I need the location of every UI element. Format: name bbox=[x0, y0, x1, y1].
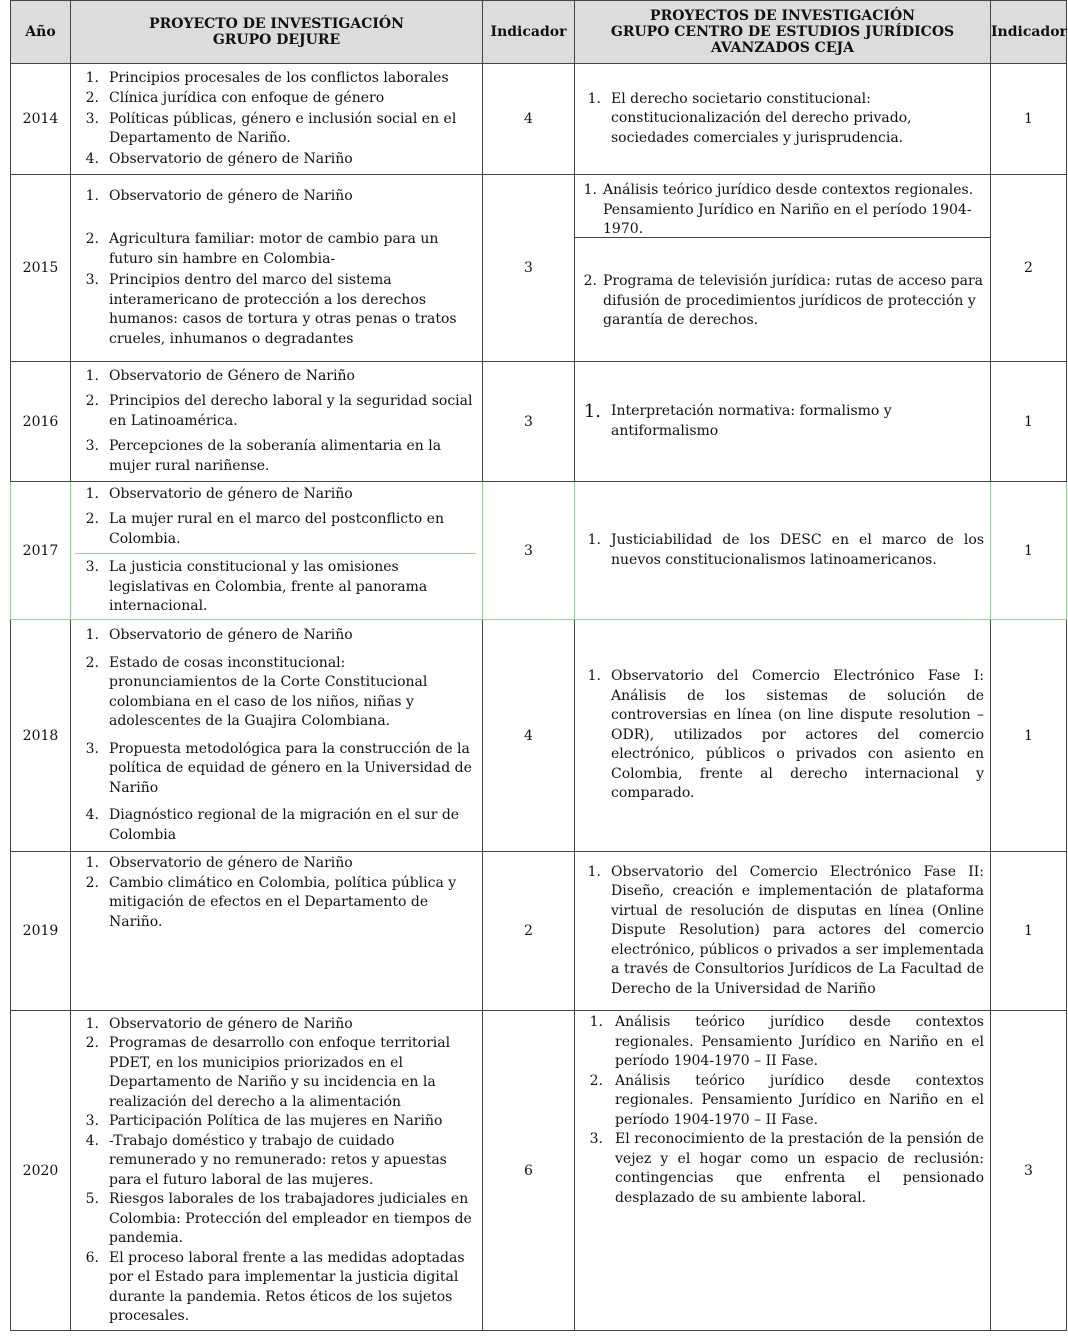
list-item: 2. Principios del derecho laboral y la seguridad social en Latinoamérica. bbox=[75, 392, 476, 431]
list-item: 4. Observatorio de género de Nariño bbox=[75, 150, 476, 170]
list-item: 1. Observatorio de género de Nariño bbox=[75, 854, 476, 874]
list-item: 2. Agricultura familiar: motor de cambio para un futuro sin hambre en Colombia- bbox=[75, 230, 476, 269]
year-cell: 2020 bbox=[11, 1011, 71, 1331]
year-cell: 2015 bbox=[11, 175, 71, 362]
ceja-projects-cell bbox=[575, 852, 991, 1011]
project-title: Observatorio de género de Nariño bbox=[109, 187, 353, 204]
dejure-project-list bbox=[75, 854, 476, 932]
header-anio: Año bbox=[11, 1, 71, 64]
project-title: Observatorio de género de Nariño bbox=[109, 1015, 353, 1032]
ceja-projects-cell bbox=[575, 620, 991, 852]
ceja-project-list bbox=[579, 863, 984, 1000]
list-item: 1. Justiciabilidad de los DESC en el marco de los nuevos constitucionalismos latinoamericanos. bbox=[579, 531, 984, 570]
ceja-project-list bbox=[579, 181, 984, 240]
list-item: 1. Observatorio de género de Nariño bbox=[75, 626, 476, 646]
list-item: 1. Análisis teórico jurídico desde contextos regionales. Pensamiento Jurídico en Nariño en el período 1904-1970. bbox=[579, 181, 984, 240]
indicador-dejure-cell: 3 bbox=[483, 175, 575, 362]
header-indicador-dejure: Indicador bbox=[483, 1, 575, 64]
indicador-ceja-cell: 2 bbox=[991, 175, 1067, 362]
list-item: 1. Observatorio de género de Nariño bbox=[75, 187, 476, 207]
project-title: Observatorio de género de Nariño bbox=[109, 855, 353, 871]
list-item: 2. Programa de televisión jurídica: rutas de acceso para difusión de procedimientos jurídicos de protección y garantía de derechos. bbox=[579, 272, 984, 331]
list-item: 1. Observatorio del Comercio Electrónico Fase II: Diseño, creación e implementación de plataforma virtual de resolución de disputas en línea (Online Dispute Resolution) para actores del comercio electrónico, públicos o privados a ser implementada a través de Consultorios Jurídicos de La Facultad de Derecho de la Universidad de Nariño bbox=[579, 863, 984, 1000]
list-item: 3. El reconocimiento de la prestación de la pensión de vejez y el hogar como un espacio de reclusión: contingencias que enfrenta el pensionado desplazado de su ambiente laboral. bbox=[579, 1130, 984, 1208]
research-projects-table bbox=[10, 0, 1067, 1331]
project-title: La mujer rural en el marco del postconflicto en Colombia. bbox=[109, 511, 444, 547]
table-row bbox=[11, 64, 1067, 175]
project-title: Diagnóstico regional de la migración en el sur de Colombia bbox=[109, 807, 460, 843]
project-title: Percepciones de la soberanía alimentaria en la mujer rural nariñense. bbox=[109, 438, 442, 474]
indicador-ceja-cell: 1 bbox=[991, 482, 1067, 620]
table-row bbox=[11, 1011, 1067, 1331]
indicador-ceja-cell: 3 bbox=[991, 1011, 1067, 1331]
ceja-subcell bbox=[575, 237, 990, 357]
project-title: Principios del derecho laboral y la seguridad social en Latinoamérica. bbox=[109, 393, 473, 429]
divider bbox=[75, 553, 476, 617]
list-item: 1. El derecho societario constitucional: constitucionalización del derecho privado, sociedades comerciales y jurisprudencia. bbox=[579, 90, 984, 149]
list-item: 4. -Trabajo doméstico y trabajo de cuidado remunerado y no remunerado: retos y apuestas para el futuro laboral de las mujeres. bbox=[75, 1132, 476, 1191]
indicador-dejure-cell: 3 bbox=[483, 482, 575, 620]
indicador-ceja-cell: 1 bbox=[991, 64, 1067, 175]
header-ceja-line3: AVANZADOS CEJA bbox=[711, 40, 854, 56]
header-ceja-line1: PROYECTOS DE INVESTIGACIÓN bbox=[650, 8, 915, 24]
list-item: 3. Políticas públicas, género e inclusión social en el Departamento de Nariño. bbox=[75, 110, 476, 149]
header-indicador-ceja: Indicador bbox=[991, 1, 1067, 64]
list-item: 1. Interpretación normativa: formalismo y antiformalismo bbox=[579, 402, 984, 441]
dejure-projects-cell bbox=[71, 620, 483, 852]
ceja-subcell bbox=[575, 179, 990, 237]
project-title: Cambio climático en Colombia, política pública y mitigación de efectos en el Departamento de Nariño. bbox=[109, 874, 457, 930]
indicador-ceja-cell: 1 bbox=[991, 852, 1067, 1011]
ceja-project-list bbox=[579, 90, 984, 149]
year-cell: 2016 bbox=[11, 362, 71, 482]
dejure-project-list bbox=[75, 558, 476, 617]
ceja-projects-cell bbox=[575, 64, 991, 175]
dejure-projects-cell bbox=[71, 852, 483, 1011]
list-item: 2. Clínica jurídica con enfoque de género bbox=[75, 89, 476, 109]
dejure-project-list bbox=[75, 626, 476, 845]
header-row bbox=[11, 1, 1067, 64]
project-title: Observatorio del Comercio Electrónico Fase II: Diseño, creación e implementación de plataforma virtual de resolución de disputas en línea (Online Dispute Resolution) para actores del comercio electrónico, públicos o privados a ser implementada a través de Consultorios Jurídicos de La Facultad de Derecho de la Universidad de Nariño bbox=[611, 863, 984, 997]
list-item: 1. Análisis teórico jurídico desde contextos regionales. Pensamiento Jurídico en Nariño en el período 1904-1970 – II Fase. bbox=[579, 1013, 984, 1072]
dejure-projects-cell bbox=[71, 362, 483, 482]
ceja-projects-cell bbox=[575, 1011, 991, 1331]
project-title: Riesgos laborales de los trabajadores judiciales en Colombia: Protección del empleador en tiempos de pandemia. bbox=[109, 1191, 472, 1246]
project-title: Principios dentro del marco del sistema interamericano de protección a los derechos humanos: casos de tortura y otras penas o tratos crueles, inhumanos o degradantes bbox=[109, 272, 457, 347]
project-title: Agricultura familiar: motor de cambio para un futuro sin hambre en Colombia- bbox=[109, 231, 439, 267]
table-row bbox=[11, 482, 1067, 620]
header-ceja-line2: GRUPO CENTRO DE ESTUDIOS JURÍDICOS bbox=[610, 24, 955, 40]
ceja-project-list bbox=[579, 531, 984, 570]
project-title: Programa de televisión jurídica: rutas de acceso para difusión de procedimientos jurídicos de protección y garantía de derechos. bbox=[603, 273, 983, 328]
year-cell: 2017 bbox=[11, 482, 71, 620]
ceja-projects-cell bbox=[575, 175, 991, 362]
table-row bbox=[11, 362, 1067, 482]
project-title: Análisis teórico jurídico desde contextos regionales. Pensamiento Jurídico en Nariño en el período 1904-1970 – II Fase. bbox=[615, 1014, 984, 1069]
dejure-project-list bbox=[75, 69, 476, 170]
list-item: 2. Cambio climático en Colombia, política pública y mitigación de efectos en el Departamento de Nariño. bbox=[75, 874, 476, 933]
dejure-project-list bbox=[75, 485, 476, 550]
project-title: Participación Política de las mujeres en Nariño bbox=[109, 1113, 443, 1129]
project-title: Observatorio de género de Nariño bbox=[109, 627, 353, 643]
project-title: Observatorio del Comercio Electrónico Fase I: Análisis de los sistemas de solución de controversias en línea (on line dispute resolution – ODR), utilizados por actores del comercio electrónico, públicos o privados con asiento en Colombia, frente al derecho internacional y comparado. bbox=[611, 668, 984, 802]
project-title: Observatorio de Género de Nariño bbox=[109, 367, 355, 384]
list-item: 4. Diagnóstico regional de la migración en el sur de Colombia bbox=[75, 806, 476, 845]
project-title: Interpretación normativa: formalismo y antiformalismo bbox=[611, 403, 892, 439]
header-dejure bbox=[71, 1, 483, 64]
project-title: Principios procesales de los conflictos laborales bbox=[109, 69, 449, 86]
list-item: 1. Observatorio de género de Nariño bbox=[75, 1015, 476, 1035]
project-title: -Trabajo doméstico y trabajo de cuidado remunerado y no remunerado: retos y apuestas para el futuro laboral de las mujeres. bbox=[109, 1132, 447, 1188]
list-item: 1. Observatorio de Género de Nariño bbox=[75, 367, 476, 387]
ceja-projects-cell bbox=[575, 362, 991, 482]
list-item: 1. Principios procesales de los conflictos laborales bbox=[75, 69, 476, 89]
dejure-projects-cell bbox=[71, 64, 483, 175]
project-title: Observatorio de género de Nariño bbox=[109, 485, 353, 502]
indicador-dejure-cell: 3 bbox=[483, 362, 575, 482]
project-title: Propuesta metodológica para la construcción de la política de equidad de género en la Universidad de Nariño bbox=[109, 740, 472, 796]
project-title: Justiciabilidad de los DESC en el marco de los nuevos constitucionalismos latinoamericanos. bbox=[611, 532, 984, 568]
ceja-project-list bbox=[579, 272, 984, 331]
list-item: 5. Riesgos laborales de los trabajadores judiciales en Colombia: Protección del empleador en tiempos de pandemia. bbox=[75, 1190, 476, 1249]
dejure-project-list bbox=[75, 1015, 476, 1327]
ceja-project-list bbox=[579, 402, 984, 441]
dejure-project-list bbox=[75, 367, 476, 477]
dejure-projects-cell bbox=[71, 1011, 483, 1331]
list-item: 2. Estado de cosas inconstitucional: pronunciamientos de la Corte Constitucional colombiana en el caso de los niños, niñas y adolescentes de la Guajira Colombiana. bbox=[75, 654, 476, 732]
list-item: 3. Propuesta metodológica para la construcción de la política de equidad de género en la Universidad de Nariño bbox=[75, 740, 476, 799]
list-item: 2. Análisis teórico jurídico desde contextos regionales. Pensamiento Jurídico en Nariño en el período 1904-1970 – II Fase. bbox=[579, 1072, 984, 1131]
ceja-project-list bbox=[579, 1013, 984, 1208]
list-item: 3. Principios dentro del marco del sistema interamericano de protección a los derechos humanos: casos de tortura y otras penas o tratos crueles, inhumanos o degradantes bbox=[75, 271, 476, 349]
header-ceja bbox=[575, 1, 991, 64]
header-dejure-line1: PROYECTO DE INVESTIGACIÓN bbox=[149, 16, 404, 32]
project-title: Programas de desarrollo con enfoque territorial PDET, en los municipios priorizados en el Departamento de Nariño y su incidencia en la realización del derecho a la alimentación bbox=[109, 1035, 451, 1110]
project-title: Análisis teórico jurídico desde contextos regionales. Pensamiento Jurídico en Nariño en el período 1904-1970 – II Fase. bbox=[615, 1072, 984, 1128]
indicador-ceja-cell: 1 bbox=[991, 362, 1067, 482]
indicador-ceja-cell: 1 bbox=[991, 620, 1067, 852]
dejure-projects-cell bbox=[71, 175, 483, 362]
table-row bbox=[11, 175, 1067, 362]
list-item: 2. La mujer rural en el marco del postconflicto en Colombia. bbox=[75, 510, 476, 549]
indicador-dejure-cell: 4 bbox=[483, 620, 575, 852]
year-cell: 2018 bbox=[11, 620, 71, 852]
project-title: El derecho societario constitucional: constitucionalización del derecho privado, sociedades comerciales y jurisprudencia. bbox=[611, 90, 912, 146]
list-item: 3. Participación Política de las mujeres en Nariño bbox=[75, 1112, 476, 1132]
project-title: Políticas públicas, género e inclusión social en el Departamento de Nariño. bbox=[109, 110, 457, 147]
ceja-projects-cell bbox=[575, 482, 991, 620]
list-item: 6. El proceso laboral frente a las medidas adoptadas por el Estado para implementar la justicia digital durante la pandemia. Retos éticos de los sujetos procesales. bbox=[75, 1249, 476, 1327]
indicador-dejure-cell: 6 bbox=[483, 1011, 575, 1331]
year-cell: 2014 bbox=[11, 64, 71, 175]
project-title: Clínica jurídica con enfoque de género bbox=[109, 90, 385, 107]
list-item: 3. Percepciones de la soberanía alimentaria en la mujer rural nariñense. bbox=[75, 437, 476, 476]
table-row bbox=[11, 620, 1067, 852]
project-title: Observatorio de género de Nariño bbox=[109, 150, 353, 167]
list-item: 1. Observatorio de género de Nariño bbox=[75, 485, 476, 505]
ceja-project-list bbox=[579, 667, 984, 804]
project-title: La justicia constitucional y las omisiones legislativas en Colombia, frente al panorama internacional. bbox=[109, 559, 428, 614]
project-title: El reconocimiento de la prestación de la pensión de vejez y el hogar como un espacio de reclusión: contingencias que enfrenta el pensionado desplazado de su ambiente laboral. bbox=[615, 1131, 984, 1206]
header-dejure-line2: GRUPO DEJURE bbox=[212, 32, 341, 48]
project-title: El proceso laboral frente a las medidas adoptadas por el Estado para implementar la justicia digital durante la pandemia. Retos éticos de los sujetos procesales. bbox=[109, 1249, 465, 1324]
list-item: 3. La justicia constitucional y las omisiones legislativas en Colombia, frente al panorama internacional. bbox=[75, 558, 476, 617]
dejure-projects-cell bbox=[71, 482, 483, 620]
dejure-project-list bbox=[75, 187, 476, 350]
year-cell: 2019 bbox=[11, 852, 71, 1011]
indicador-dejure-cell: 2 bbox=[483, 852, 575, 1011]
list-item: 2. Programas de desarrollo con enfoque territorial PDET, en los municipios priorizados en el Departamento de Nariño y su incidencia en la realización del derecho a la alimentación bbox=[75, 1034, 476, 1112]
table-row bbox=[11, 852, 1067, 1011]
indicador-dejure-cell: 4 bbox=[483, 64, 575, 175]
project-title: Estado de cosas inconstitucional: pronunciamientos de la Corte Constitucional colombiana en el caso de los niños, niñas y adolescentes de la Guajira Colombiana. bbox=[109, 654, 428, 729]
list-item: 1. Observatorio del Comercio Electrónico Fase I: Análisis de los sistemas de solución de controversias en línea (on line dispute resolution – ODR), utilizados por actores del comercio electrónico, públicos o privados con asiento en Colombia, frente al derecho internacional y comparado. bbox=[579, 667, 984, 804]
project-title: Análisis teórico jurídico desde contextos regionales. Pensamiento Jurídico en Nariño en el período 1904-1970. bbox=[603, 182, 974, 237]
